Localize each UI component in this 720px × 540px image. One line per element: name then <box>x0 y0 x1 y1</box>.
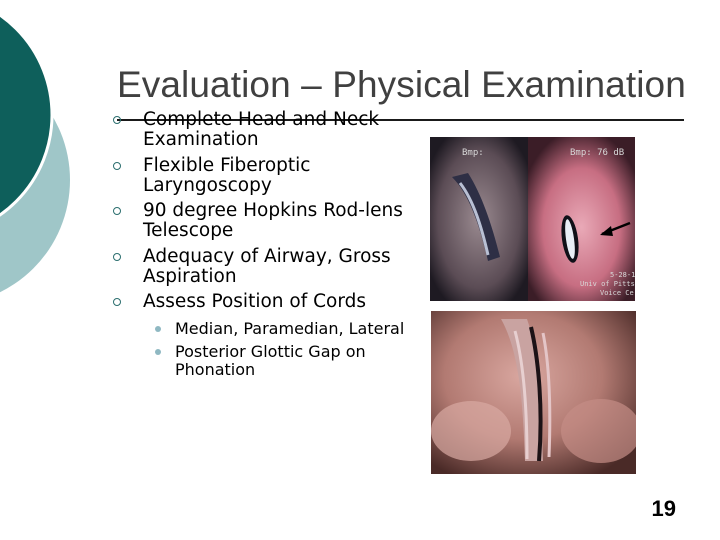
ring-bullet-icon <box>113 207 121 215</box>
sub-bullet-item <box>112 320 432 339</box>
sub-bullet-list <box>112 320 432 380</box>
bullet-item <box>112 247 432 287</box>
overlay-caption-1: 5-28-1 <box>610 271 635 279</box>
ring-bullet-icon <box>113 116 121 124</box>
sub-bullet-text: Posterior Glottic Gap on Phonation <box>175 341 366 379</box>
bullet-item <box>112 156 432 196</box>
bullet-text: Complete Head and Neck Examination <box>143 109 380 150</box>
vocal-cords-photo <box>431 311 636 474</box>
bullet-list <box>112 110 432 384</box>
dot-bullet-icon <box>155 349 161 355</box>
bullet-text: Flexible Fiberoptic Laryngoscopy <box>143 154 311 196</box>
bullet-item <box>112 110 432 150</box>
bullet-text: 90 degree Hopkins Rod-lens Telescope <box>143 200 403 241</box>
dot-bullet-icon <box>155 326 161 332</box>
ring-bullet-icon <box>113 162 121 170</box>
slide-title: Evaluation – Physical Examination <box>117 64 686 105</box>
bullet-text: Adequacy of Airway, Gross Aspiration <box>143 245 391 287</box>
overlay-caption-2: Univ of Pitts <box>580 280 635 288</box>
sub-bullet-item <box>112 343 432 380</box>
bullet-text: Assess Position of Cords <box>143 291 366 312</box>
laryngoscopy-photo-pair <box>430 137 635 301</box>
overlay-caption-3: Voice Ce <box>600 289 634 297</box>
bullet-item <box>112 292 432 312</box>
sub-bullet-text: Median, Paramedian, Lateral <box>175 319 405 338</box>
page-number: 19 <box>651 496 676 521</box>
overlay-left-label: Bmp: <box>462 148 484 158</box>
ring-bullet-icon <box>113 253 121 261</box>
overlay-right-label: Bmp: 76 dB <box>570 148 625 158</box>
ring-bullet-icon <box>113 298 121 306</box>
bullet-item <box>112 201 432 241</box>
